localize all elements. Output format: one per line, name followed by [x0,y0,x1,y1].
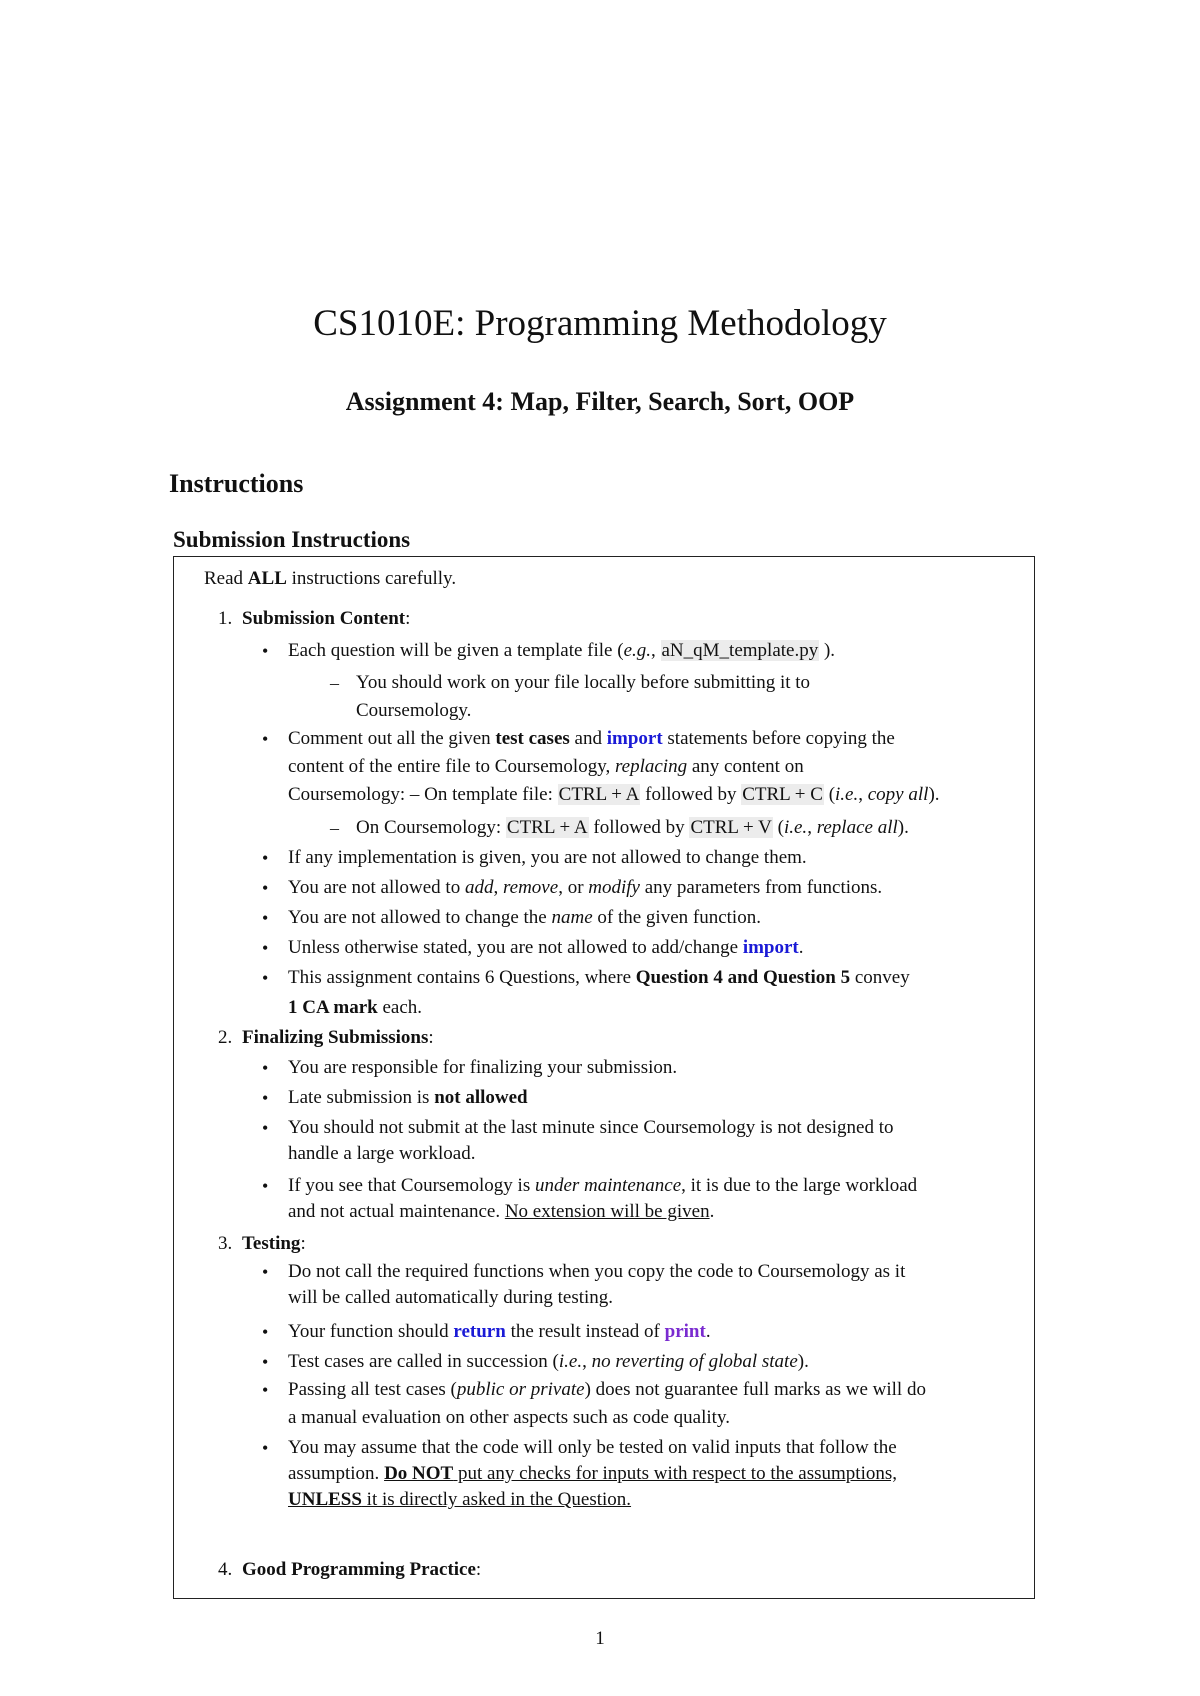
list-item: You are not allowed to change the name of the given function. [288,907,761,928]
dash-icon: – [330,818,339,838]
list-item: On Coursemology: CTRL + A followed by CTRL + V (i.e., replace all). [356,817,909,838]
bullet-icon: • [262,1380,269,1400]
section-heading: Instructions [169,469,304,498]
page-number: 1 [595,1628,605,1649]
section-title: Finalizing Submissions: [242,1027,434,1048]
intro-line: Read ALL instructions carefully. [204,568,457,589]
section-title: Submission Content: [242,608,411,629]
list-item: Coursemology: – On template file: CTRL + A followed by CTRL + C (i.e., copy all). [288,784,940,805]
list-item: a manual evaluation on other aspects such as code quality. [288,1407,730,1428]
bullet-icon: • [262,641,269,661]
list-item: Test cases are called in succession (i.e., no reverting of global state). [288,1351,809,1372]
bullet-icon: • [262,1088,269,1108]
list-item: You should work on your file locally before submitting it to [356,672,811,693]
list-item: You may assume that the code will only be tested on valid inputs that follow the [288,1437,897,1458]
section-title: Good Programming Practice: [242,1559,482,1580]
section-number: 3. [218,1233,233,1254]
bullet-icon: • [262,968,269,988]
section-number: 4. [218,1559,233,1580]
list-item: Unless otherwise stated, you are not allowed to add/change import. [288,937,804,958]
bullet-icon: • [262,1262,269,1282]
list-item: If any implementation is given, you are not allowed to change them. [288,847,807,868]
list-item: If you see that Coursemology is under maintenance, it is due to the large workload [288,1175,918,1196]
list-item: This assignment contains 6 Questions, where Question 4 and Question 5 convey [288,967,910,988]
bullet-icon: • [262,1058,269,1078]
list-item: Coursemology. [356,700,472,721]
list-item: UNLESS it is directly asked in the Question. [288,1489,632,1510]
bullet-icon: • [262,1352,269,1372]
bullet-icon: • [262,908,269,928]
document-title: CS1010E: Programming Methodology [313,303,887,344]
list-item: content of the entire file to Coursemology, replacing any content on [288,756,804,777]
list-item: You should not submit at the last minute since Coursemology is not designed to [288,1117,894,1138]
bullet-icon: • [262,938,269,958]
bullet-icon: • [262,729,269,749]
assignment-subtitle: Assignment 4: Map, Filter, Search, Sort, OOP [345,387,855,416]
bullet-icon: • [262,1438,269,1458]
list-item: and not actual maintenance. No extension will be given. [288,1201,715,1222]
list-item: Your function should return the result instead of print. [288,1321,711,1342]
section-number: 2. [218,1027,233,1048]
list-item: Each question will be given a template file (e.g., aN_qM_template.py ). [288,640,836,661]
instructions-box [173,556,1035,1599]
bullet-icon: • [262,848,269,868]
bullet-icon: • [262,1176,269,1196]
subsection-heading: Submission Instructions [173,527,411,552]
list-item: Late submission is not allowed [288,1087,528,1108]
list-item: assumption. Do NOT put any checks for inputs with respect to the assumptions, [288,1463,898,1484]
list-item: Do not call the required functions when you copy the code to Coursemology as it [288,1261,906,1282]
bullet-icon: • [262,1322,269,1342]
list-item: You are responsible for finalizing your submission. [288,1057,678,1078]
list-item: You are not allowed to add, remove, or modify any parameters from functions. [288,877,883,898]
list-item: Comment out all the given test cases and import statements before copying the [288,728,895,749]
bullet-icon: • [262,878,269,898]
bullet-icon: • [262,1118,269,1138]
section-number: 1. [218,608,233,629]
dash-icon: – [330,673,339,693]
list-item: will be called automatically during testing. [288,1287,614,1308]
section-title: Testing: [242,1233,306,1254]
list-item: 1 CA mark each. [288,997,423,1018]
list-item: handle a large workload. [288,1143,476,1164]
list-item: Passing all test cases (public or private) does not guarantee full marks as we will do [288,1379,926,1400]
